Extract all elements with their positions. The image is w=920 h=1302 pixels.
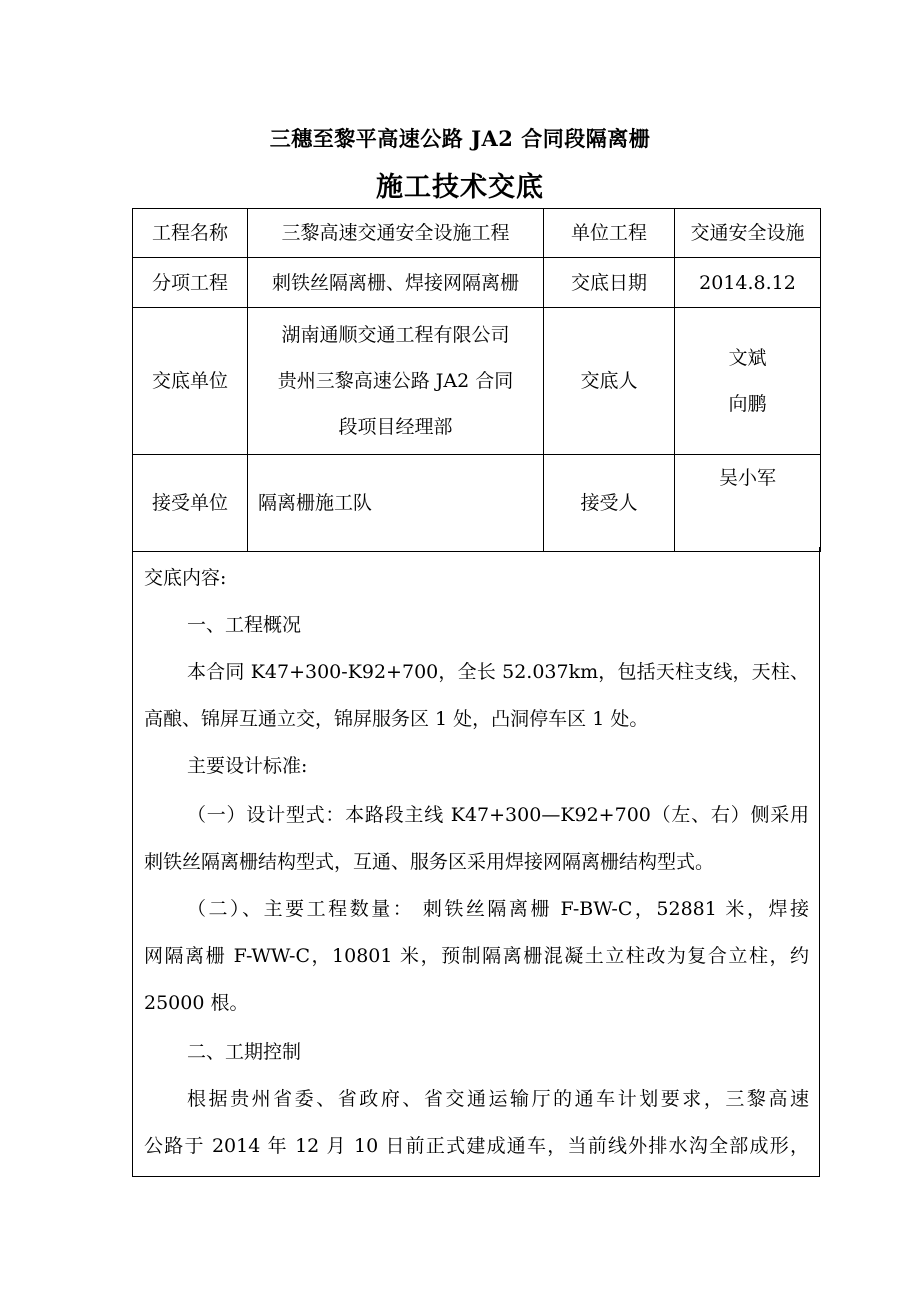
table-row-project-name [133, 209, 821, 258]
label-receiving-unit: 接受单位 [133, 455, 248, 552]
info-table [132, 208, 821, 552]
content-line: 刺铁丝隔离栅结构型式，互通、服务区采用焊接网隔离栅结构型式。 [144, 851, 715, 873]
label-briefing-date: 交底日期 [544, 258, 675, 308]
content-line: （二）、主要工程数量： 刺铁丝隔离栅 F-BW-C，52881 米，焊接 [187, 898, 809, 920]
content-line: 25000 根。 [144, 992, 249, 1014]
briefing-unit-line: 段项目经理部 [338, 416, 453, 438]
value-receiving-unit: 隔离栅施工队 [248, 455, 544, 552]
value-briefing-date: 2014.8.12 [675, 258, 821, 308]
value-unit-project: 交通安全设施 [675, 209, 821, 258]
label-receiver: 接受人 [544, 455, 675, 552]
label-unit-project: 单位工程 [544, 209, 675, 258]
content-line: 高酿、锦屏互通立交，锦屏服务区 1 处，凸洞停车区 1 处。 [144, 708, 649, 730]
content-line: 公路于 2014 年 12 月 10 日前正式建成通车，当前线外排水沟全部成形， [144, 1135, 809, 1157]
value-receiver: 吴小军 [675, 455, 821, 552]
briefer-name: 向鹏 [728, 393, 767, 415]
briefing-content [132, 547, 820, 1177]
document-title-line1: 三穗至黎平高速公路 JA2 合同段隔离栅 [269, 126, 651, 151]
table-row-sub-project [133, 258, 821, 308]
label-sub-project: 分项工程 [133, 258, 248, 308]
label-project-name: 工程名称 [133, 209, 248, 258]
content-line: 主要设计标准: [187, 755, 308, 777]
content-line: 网隔离栅 F-WW-C，10801 米，预制隔离栅混凝土立柱改为复合立柱，约 [144, 945, 809, 967]
value-sub-project: 刺铁丝隔离栅、焊接网隔离栅 [248, 258, 544, 308]
value-project-name: 三黎高速交通安全设施工程 [248, 209, 544, 258]
document-title-line2: 施工技术交底 [376, 172, 544, 203]
table-row-briefing-unit [133, 308, 821, 455]
briefer-name: 文斌 [728, 347, 767, 369]
section-heading-schedule: 二、工期控制 [187, 1041, 302, 1063]
label-briefing-unit: 交底单位 [133, 308, 248, 455]
content-heading: 交底内容: [144, 567, 227, 589]
briefing-unit-line: 贵州三黎高速公路 JA2 合同 [277, 370, 514, 392]
label-briefer: 交底人 [544, 308, 675, 455]
content-line: 本合同 K47+300-K92+700，全长 52.037km，包括天柱支线，天柱、 [187, 661, 809, 683]
content-line: （一）设计型式：本路段主线 K47+300—K92+700（左、右）侧采用 [187, 804, 809, 826]
content-line: 根据贵州省委、省政府、省交通运输厅的通车计划要求，三黎高速 [187, 1088, 809, 1110]
section-heading-overview: 一、工程概况 [187, 614, 302, 636]
value-briefing-unit [248, 308, 544, 455]
briefing-unit-line: 湖南通顺交通工程有限公司 [281, 324, 510, 346]
value-briefer [675, 308, 821, 455]
table-row-receiving-unit [133, 455, 821, 552]
